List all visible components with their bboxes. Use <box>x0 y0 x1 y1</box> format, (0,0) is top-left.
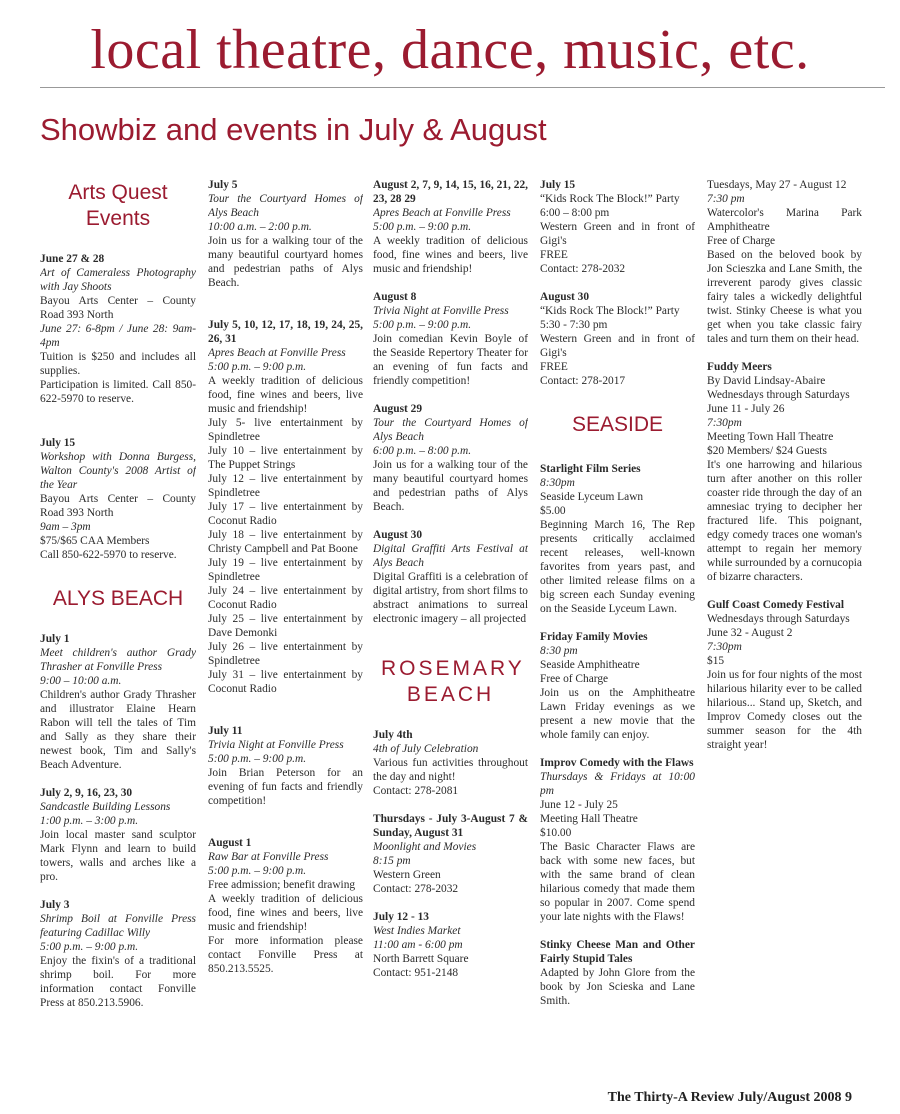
event-time: 5:00 p.m. – 9:00 p.m. <box>373 319 472 331</box>
event-price: FREE <box>540 249 568 261</box>
event-price: FREE <box>540 361 568 373</box>
event-title: Friday Family Movies <box>540 631 648 643</box>
event-date: July 4th <box>373 729 413 741</box>
event-description: Join us for a walking tour of the many beautiful courtyard homes and pedestrian paths of Alys Beach. <box>373 459 528 513</box>
event-time: 9:00 – 10:00 a.m. <box>40 675 122 687</box>
event-description: A weekly tradition of delicious food, fine wines and beers, live music and friendship! <box>208 893 363 933</box>
event-contact: Contact: 278-2032 <box>540 263 626 275</box>
event-date: July 5 <box>208 179 238 191</box>
event-block <box>208 178 363 290</box>
event-description: The Basic Character Flaws are back with some new faces, but with the same brand of clean hilarious comedy that made them so popular in 2007. Come spend your late nights with the Flaws! <box>540 841 695 923</box>
event-description: Join Brian Peterson for an evening of fun facts and friendly competition! <box>208 767 363 807</box>
event-title: 4th of July Celebration <box>373 743 479 755</box>
event-title: Trivia Night at Fonville Press <box>208 739 344 751</box>
event-description: Enjoy the fixin's of a traditional shrimp boil. For more information contact Fonville Press at 850.213.5906. <box>40 955 196 1009</box>
event-block <box>40 252 196 406</box>
event-block <box>373 178 528 276</box>
event-contact: Contact: 278-2032 <box>373 883 459 895</box>
event-date: August 29 <box>373 403 423 415</box>
event-title: Gulf Coast Comedy Festival <box>707 599 844 611</box>
page-footer: The Thirty-A Review July/August 2008 9 <box>607 1090 852 1105</box>
event-time: 7:30pm <box>707 641 742 653</box>
event-time: 11:00 am - 6:00 pm <box>373 939 463 951</box>
event-block <box>373 290 528 388</box>
event-description: Join us on the Amphitheatre Lawn Friday evenings as we present a new movie that the whole family can enjoy. <box>540 687 695 741</box>
event-description: Adapted by John Glore from the book by Jon Scieska and Lane Smith. <box>540 967 695 1007</box>
event-description: It's one harrowing and hilarious turn after another on this roller coaster ride through the day of an amnesiac trying to decipher her fractured life. This poignant, edgy comedy traces one woman's attempt to regain her memory while surrounded by a cornucopia of bizarre characters. <box>707 459 862 583</box>
event-description: Join us for a walking tour of the many beautiful courtyard homes and pedestrian paths of Alys Beach. <box>208 235 363 289</box>
event-title: Stinky Cheese Man and Other Fairly Stupid Tales <box>540 939 695 965</box>
event-block <box>208 836 363 976</box>
event-block <box>540 938 695 1008</box>
event-contact: Contact: 278-2081 <box>373 785 459 797</box>
event-time: 5:00 p.m. – 9:00 p.m. <box>208 753 307 765</box>
event-description: Join comedian Kevin Boyle of the Seaside Repertory Theater for an evening of fun facts and friendly competition! <box>373 333 528 387</box>
event-time: 7:30 pm <box>707 193 745 205</box>
event-date: July 2, 9, 16, 23, 30 <box>40 787 133 799</box>
event-date: August 1 <box>208 837 252 849</box>
event-title: Moonlight and Movies <box>373 841 477 853</box>
entertainment-item: July 31 – live entertainment by Coconut Radio <box>208 669 363 695</box>
event-block <box>707 360 862 584</box>
entertainment-item: July 18 – live entertainment by Christy Campbell and Pat Boone <box>208 529 363 555</box>
event-block <box>540 630 695 742</box>
event-time: 8:30 pm <box>540 645 578 657</box>
entertainment-item: July 17 – live entertainment by Coconut Radio <box>208 501 363 527</box>
entertainment-item: July 10 – live entertainment by The Puppet Strings <box>208 445 363 471</box>
event-description: A weekly tradition of delicious food, fine wines and beers, live music and friendship! <box>373 235 528 275</box>
event-block <box>40 786 196 884</box>
event-date: August 8 <box>373 291 417 303</box>
event-price: $15 <box>707 655 725 667</box>
event-date: August 2, 7, 9, 14, 15, 16, 21, 22, 23, 28 29 <box>373 179 528 205</box>
event-title: Meet children's author Grady Thrasher at Fonville Press <box>40 647 196 673</box>
entertainment-item: July 25 – live entertainment by Dave Demonki <box>208 613 363 639</box>
event-description: Various fun activities throughout the day and night! <box>373 757 528 783</box>
event-venue: Meeting Town Hall Theatre <box>707 431 834 443</box>
event-title: Trivia Night at Fonville Press <box>373 305 509 317</box>
event-date: Thursdays - July 3-August 7 & Sunday, August 31 <box>373 813 528 839</box>
entertainment-item: July 24 – live entertainment by Coconut Radio <box>208 585 363 611</box>
event-date: July 11 <box>208 725 243 737</box>
event-detail: $75/$65 CAA Members <box>40 535 150 547</box>
event-venue: Western Green and in front of Gigi's <box>540 221 695 247</box>
event-time: 6:00 – 8:00 pm <box>540 207 610 219</box>
event-time: 8:30pm <box>540 477 575 489</box>
event-description: Based on the beloved book by Jon Scieszka and Lane Smith, the irreverent parody gives classic fairy tales a wickedly delightful twist. Stinky Cheese is what you get when you take classic fairy tales and turn them on their head. <box>707 249 862 345</box>
event-block <box>540 756 695 924</box>
event-time: 5:00 p.m. – 9:00 p.m. <box>373 221 472 233</box>
event-description: Beginning March 16, The Rep presents critically acclaimed recent releases, well-known favorites from years past, and other limited release films on a big screen each Sunday evening on the Seaside Lyceum Lawn. <box>540 519 695 615</box>
event-description: Digital Graffiti is a celebration of digital artistry, from short films to abstract animations to surreal electronic imagery – all projected <box>373 571 528 625</box>
event-date: July 12 - 13 <box>373 911 430 923</box>
event-title: Starlight Film Series <box>540 463 641 475</box>
event-block <box>40 436 196 562</box>
column-2 <box>208 178 363 976</box>
event-time: 6:00 p.m. – 8:00 p.m. <box>373 445 472 457</box>
event-dates: Tuesdays, May 27 - August 12 <box>707 179 847 191</box>
entertainment-item: July 19 – live entertainment by Spindletree <box>208 557 363 583</box>
event-detail: Call 850-622-5970 to reserve. <box>40 549 177 561</box>
event-price: Free of Charge <box>540 673 609 685</box>
event-dates: June 12 - July 25 <box>540 799 618 811</box>
event-price: $20 Members/ $24 Guests <box>707 445 827 457</box>
event-date: July 1 <box>40 633 70 645</box>
event-description: Join us for four nights of the most hilarious hilarity ever to be called hilarious... Stand up, Sketch, and Improv Comedy closes out the summer season for the 4th straight year! <box>707 669 862 751</box>
event-date: August 30 <box>373 529 423 541</box>
event-time: 5:00 p.m. – 9:00 p.m. <box>40 941 139 953</box>
event-price: $10.00 <box>540 827 572 839</box>
event-time: 5:00 p.m. – 9:00 p.m. <box>208 361 307 373</box>
event-block <box>40 898 196 1010</box>
column-4 <box>540 178 695 1008</box>
event-block <box>373 402 528 514</box>
event-dates: June 11 - July 26 <box>707 403 785 415</box>
event-title: West Indies Market <box>373 925 461 937</box>
event-venue: Bayou Arts Center – County Road 393 North <box>40 295 196 321</box>
event-venue: Watercolor's Marina Park Amphitheatre <box>707 207 862 233</box>
event-time: 5:30 - 7:30 pm <box>540 319 608 331</box>
event-time: Thursdays & Fridays at 10:00 pm <box>540 771 695 797</box>
column-3 <box>373 178 528 980</box>
event-detail: Participation is limited. Call 850-622-5970 to reserve. <box>40 379 196 405</box>
event-block <box>540 462 695 616</box>
page-subtitle: Showbiz and events in July & August <box>40 112 547 147</box>
event-block <box>540 178 695 276</box>
event-time: 7:30pm <box>707 417 742 429</box>
event-title: Tour the Courtyard Homes of Alys Beach <box>373 417 528 443</box>
event-detail: Free admission; benefit drawing <box>208 879 356 891</box>
event-date: July 5, 10, 12, 17, 18, 19, 24, 25, 26, 31 <box>208 319 363 345</box>
event-price: $5.00 <box>540 505 566 517</box>
event-price: Free of Charge <box>707 235 776 247</box>
event-title: Apres Beach at Fonville Press <box>208 347 346 359</box>
event-dates: June 32 - August 2 <box>707 627 793 639</box>
event-title: Shrimp Boil at Fonville Press featuring Cadillac Willy <box>40 913 196 939</box>
masthead: local theatre, dance, music, etc. <box>90 19 810 81</box>
event-description: A weekly tradition of delicious food, fine wines and beers, live music and friendship! <box>208 375 363 415</box>
event-contact: Contact: 951-2148 <box>373 967 459 979</box>
event-title: “Kids Rock The Block!” Party <box>540 305 680 317</box>
event-venue: Western Green <box>373 869 441 881</box>
event-days: Wednesdays through Saturdays <box>707 613 850 625</box>
section-heading-seaside: SEASIDE <box>571 413 664 436</box>
event-title: Apres Beach at Fonville Press <box>373 207 511 219</box>
event-venue: Bayou Arts Center – County Road 393 North <box>40 493 196 519</box>
event-venue: North Barrett Square <box>373 953 469 965</box>
entertainment-item: July 5- live entertainment by Spindletree <box>208 417 363 443</box>
event-title: “Kids Rock The Block!” Party <box>540 193 680 205</box>
event-block <box>373 528 528 626</box>
event-days: Wednesdays through Saturdays <box>707 389 850 401</box>
event-block <box>373 910 528 980</box>
event-block <box>707 178 862 346</box>
event-time: 5:00 p.m. – 9:00 p.m. <box>208 865 307 877</box>
event-block <box>373 812 528 896</box>
event-contact: Contact: 278-2017 <box>540 375 626 387</box>
entertainment-item: July 12 – live entertainment by Spindletree <box>208 473 363 499</box>
event-title: Art of Cameraless Photography with Jay Shoots <box>40 267 196 293</box>
section-heading-rosemary-beach: ROSEMARY BEACH <box>381 657 525 706</box>
event-date: August 30 <box>540 291 590 303</box>
event-title: Fuddy Meers <box>707 361 772 373</box>
event-author: By David Lindsay-Abaire <box>707 375 826 387</box>
event-time: 8:15 pm <box>373 855 411 867</box>
event-title: Digital Graffiti Arts Festival at Alys Beach <box>373 543 528 569</box>
event-venue: Seaside Lyceum Lawn <box>540 491 644 503</box>
event-venue: Western Green and in front of Gigi's <box>540 333 695 359</box>
column-1 <box>40 178 196 1010</box>
event-block <box>208 724 363 808</box>
event-date: June 27 & 28 <box>40 253 105 265</box>
event-block <box>208 318 363 696</box>
event-time: 1:00 p.m. – 3:00 p.m. <box>40 815 139 827</box>
event-venue: Meeting Hall Theatre <box>540 813 638 825</box>
column-5 <box>707 178 862 752</box>
event-venue: Seaside Amphitheatre <box>540 659 640 671</box>
event-date: July 15 <box>40 437 76 449</box>
event-time: June 27: 6-8pm / June 28: 9am-4pm <box>40 323 196 349</box>
event-title: Improv Comedy with the Flaws <box>540 757 694 769</box>
event-detail: Tuition is $250 and includes all supplies. <box>40 351 196 377</box>
header-rule <box>40 87 885 88</box>
event-title: Workshop with Donna Burgess, Walton County's 2008 Artist of the Year <box>40 451 196 491</box>
event-description: Children's author Grady Thrasher and illustrator Elaine Hearn Rabon will tell the tales of Tim and Sally as they share their newest book, Tim and Sally's Beach Adventure. <box>40 689 196 771</box>
event-title: Sandcastle Building Lessons <box>40 801 171 813</box>
event-contact: For more information please contact Fonville Press at 850.213.5525. <box>208 935 363 975</box>
event-date: July 15 <box>540 179 576 191</box>
event-description: Join local master sand sculptor Mark Flynn and learn to build towers, walls and arches like a pro. <box>40 829 196 883</box>
event-block <box>373 728 528 798</box>
event-block <box>540 290 695 388</box>
section-heading-alys-beach: ALYS BEACH <box>52 587 184 610</box>
event-time: 9am – 3pm <box>40 521 91 533</box>
event-title: Raw Bar at Fonville Press <box>208 851 329 863</box>
event-date: July 3 <box>40 899 70 911</box>
event-block <box>707 598 862 752</box>
event-title: Tour the Courtyard Homes of Alys Beach <box>208 193 363 219</box>
entertainment-item: July 26 – live entertainment by Spindletree <box>208 641 363 667</box>
event-time: 10:00 a.m. – 2:00 p.m. <box>208 221 312 233</box>
event-block <box>40 632 196 772</box>
section-heading-arts-quest: Arts Quest Events <box>68 181 168 230</box>
